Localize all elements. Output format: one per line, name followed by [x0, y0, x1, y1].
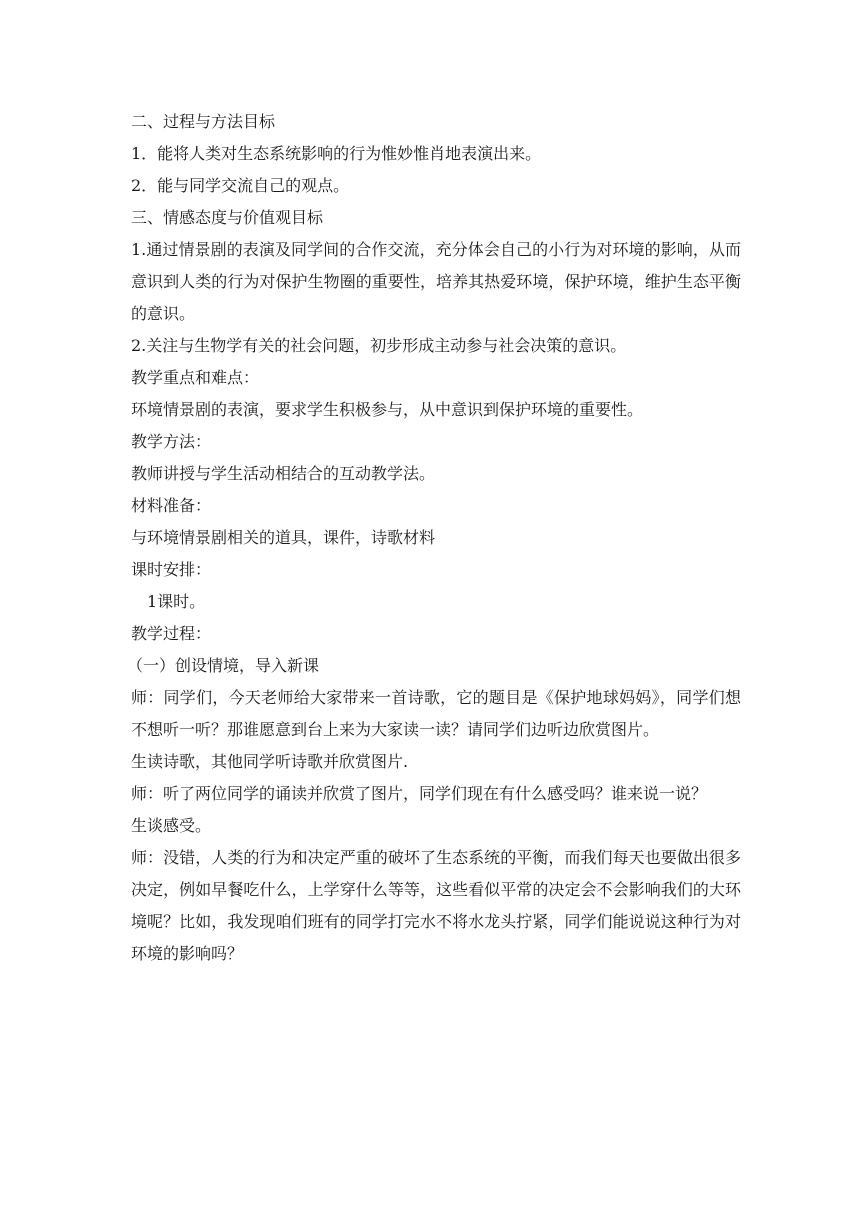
- heading-key-points: 教学重点和难点：: [131, 368, 260, 387]
- document-body: [127, 106, 741, 970]
- heading-emotion-attitude-goals: 三、情感态度与价值观目标: [131, 208, 324, 227]
- paragraph-emotion-goal-2: 2.关注与生物学有关的社会问题，初步形成主动参与社会决策的意识。: [131, 336, 627, 355]
- heading-process-method-goals: 二、过程与方法目标: [131, 112, 276, 131]
- paragraph-emotion-goal-1: 1.通过情景剧的表演及同学间的合作交流，充分体会自己的小行为对环境的影响，从而意识到人类的行为对保护生物圈的重要性，培养其热爱环境，保护环境，维护生态平衡的意识。: [131, 240, 741, 323]
- paragraph-teacher-3: 师：没错，人类的行为和决定严重的破坏了生态系统的平衡，而我们每天也要做出很多决定，例如早餐吃什么，上学穿什么等等，这些看似平常的决定会不会影响我们的大环境呢？比如，我发现咱们班有的同学打完水不将水龙头拧紧，同学们能说说这种行为对环境的影响吗？: [131, 848, 741, 963]
- heading-teaching-process: 教学过程：: [131, 624, 212, 643]
- heading-teaching-method: 教学方法：: [131, 432, 212, 451]
- paragraph-student-1: 生读诗歌，其他同学听诗歌并欣赏图片.: [131, 752, 409, 771]
- paragraph-materials: 与环境情景剧相关的道具，课件，诗歌材料: [131, 528, 436, 547]
- heading-section-1: （一）创设情境，导入新课: [127, 656, 320, 675]
- paragraph-key-points: 环境情景剧的表演，要求学生积极参与，从中意识到保护环境的重要性。: [131, 400, 644, 419]
- paragraph-teacher-1: 师：同学们，今天老师给大家带来一首诗歌，它的题目是《保护地球妈妈》，同学们想不想听一听？那谁愿意到台上来为大家读一读？请同学们边听边欣赏图片。: [131, 688, 741, 739]
- paragraph-goal-2: 2．能与同学交流自己的观点。: [131, 176, 350, 195]
- paragraph-teaching-method: 教师讲授与学生活动相结合的互动教学法。: [131, 464, 436, 483]
- paragraph-goal-1: 1．能将人类对生态系统影响的行为惟妙惟肖地表演出来。: [131, 144, 542, 163]
- paragraph-student-2: 生谈感受。: [131, 816, 212, 835]
- paragraph-schedule: 1课时。: [147, 592, 206, 611]
- heading-materials: 材料准备：: [131, 496, 212, 515]
- paragraph-teacher-2: 师：听了两位同学的诵读并欣赏了图片，同学们现在有什么感受吗？谁来说一说？: [131, 784, 708, 803]
- heading-schedule: 课时安排：: [131, 560, 212, 579]
